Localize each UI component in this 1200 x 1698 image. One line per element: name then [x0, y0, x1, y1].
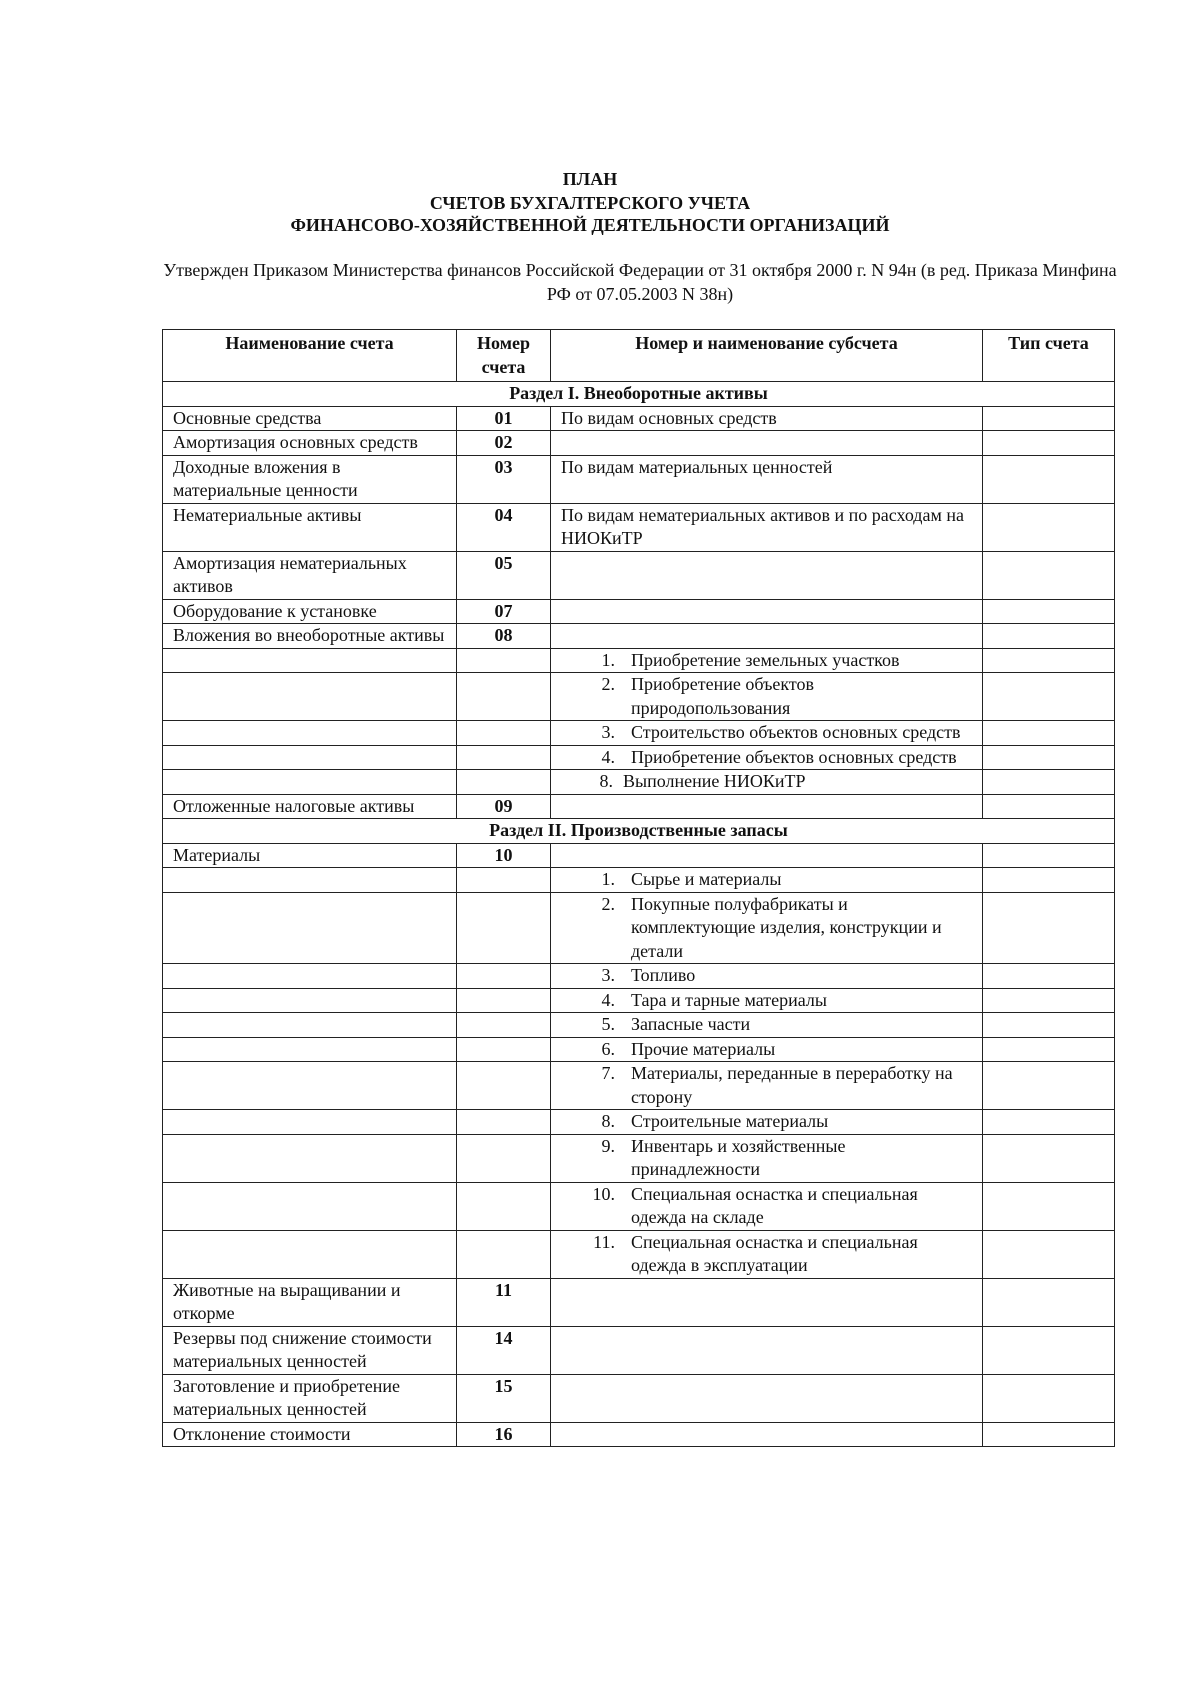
table-row [163, 1422, 1115, 1447]
subaccount-item: 7. Материалы, переданные в переработку на сторону [551, 1062, 983, 1110]
subaccount-row [163, 1062, 1115, 1110]
type-cell [983, 551, 1115, 599]
table-row [163, 551, 1115, 599]
subaccount-item: 4. Приобретение объектов основных средств [551, 745, 983, 770]
subaccount-cell [551, 1422, 983, 1447]
account-name: Материалы [163, 843, 457, 868]
type-cell [983, 843, 1115, 868]
column-header-number: Номер счета [457, 330, 551, 382]
subaccount-cell [551, 794, 983, 819]
subaccount-cell [551, 1374, 983, 1422]
account-number: 01 [457, 406, 551, 431]
section-row [163, 819, 1115, 844]
table-row [163, 406, 1115, 431]
type-cell [983, 455, 1115, 503]
subaccount-cell: По видам основных средств [551, 406, 983, 431]
account-name: Отложенные налоговые активы [163, 794, 457, 819]
table-row [163, 503, 1115, 551]
subaccount-row [163, 1037, 1115, 1062]
account-number: 16 [457, 1422, 551, 1447]
document-title: ПЛАН [562, 169, 618, 189]
subaccount-item: 2. Приобретение объектов природопользования [551, 673, 983, 721]
subaccount-item: 11. Специальная оснастка и специальная одежда в эксплуатации [551, 1230, 983, 1278]
subaccount-row [163, 1110, 1115, 1135]
accounts-table [162, 329, 1115, 1447]
account-number: 15 [457, 1374, 551, 1422]
table-row [163, 455, 1115, 503]
subaccount-cell: По видам материальных ценностей [551, 455, 983, 503]
account-name: Оборудование к установке [163, 599, 457, 624]
subaccount-cell [551, 1326, 983, 1374]
subaccount-row [163, 648, 1115, 673]
account-name: Заготовление и приобретение материальных ценностей [163, 1374, 457, 1422]
table-row [163, 1374, 1115, 1422]
table-header-row [163, 330, 1115, 382]
table-row [163, 1278, 1115, 1326]
subaccount-row [163, 721, 1115, 746]
account-name: Резервы под снижение стоимости материальных ценностей [163, 1326, 457, 1374]
account-number: 11 [457, 1278, 551, 1326]
table-row [163, 843, 1115, 868]
subaccount-row [163, 745, 1115, 770]
account-name: Вложения во внеоборотные активы [163, 624, 457, 649]
type-cell [983, 1422, 1115, 1447]
column-header-subaccount: Номер и наименование субсчета [551, 330, 983, 382]
subaccount-item: 4. Тара и тарные материалы [551, 988, 983, 1013]
subaccount-row [163, 1182, 1115, 1230]
subaccount-row [163, 1230, 1115, 1278]
section-title: Раздел II. Производственные запасы [163, 819, 1115, 844]
account-number: 08 [457, 624, 551, 649]
column-header-type: Тип счета [983, 330, 1115, 382]
account-name: Животные на выращивании и откорме [163, 1278, 457, 1326]
account-number: 07 [457, 599, 551, 624]
subaccount-cell [551, 599, 983, 624]
account-number: 05 [457, 551, 551, 599]
account-name: Отклонение стоимости [163, 1422, 457, 1447]
account-name: Амортизация основных средств [163, 431, 457, 456]
account-number: 09 [457, 794, 551, 819]
table-row [163, 1326, 1115, 1374]
document-subtitle: СЧЕТОВ БУХГАЛТЕРСКОГО УЧЕТА [429, 193, 751, 213]
subaccount-cell [551, 624, 983, 649]
table-row [163, 624, 1115, 649]
subaccount-item: 1. Приобретение земельных участков [551, 648, 983, 673]
type-cell [983, 431, 1115, 456]
subaccount-item: 8. Строительные материалы [551, 1110, 983, 1135]
subaccount-item: 2. Покупные полуфабрикаты и комплектующие изделия, конструкции и детали [551, 892, 983, 964]
subaccount-item: 8. Выполнение НИОКиТР [551, 770, 983, 795]
account-number: 14 [457, 1326, 551, 1374]
subaccount-cell [551, 551, 983, 599]
type-cell [983, 599, 1115, 624]
subaccount-row [163, 673, 1115, 721]
subaccount-row [163, 988, 1115, 1013]
account-name: Амортизация нематериальных активов [163, 551, 457, 599]
type-cell [983, 624, 1115, 649]
account-number: 04 [457, 503, 551, 551]
subaccount-cell [551, 843, 983, 868]
subaccount-cell [551, 1278, 983, 1326]
type-cell [983, 1326, 1115, 1374]
type-cell [983, 1278, 1115, 1326]
section-title: Раздел I. Внеоборотные активы [163, 382, 1115, 407]
section-row [163, 382, 1115, 407]
subaccount-row [163, 1013, 1115, 1038]
type-cell [983, 406, 1115, 431]
approval-note: Утвержден Приказом Министерства финансов Российской Федерации от 31 октября 2000 г. N 94н (в ред. Приказа Минфина РФ от 07.05.2003 N 38н) [163, 260, 1117, 304]
subaccount-item: 3. Строительство объектов основных средств [551, 721, 983, 746]
subaccount-row [163, 892, 1115, 964]
table-row [163, 794, 1115, 819]
subaccount-row [163, 1134, 1115, 1182]
document-subtitle-2: ФИНАНСОВО-ХОЗЯЙСТВЕННОЙ ДЕЯТЕЛЬНОСТИ ОРГАНИЗАЦИЙ [290, 215, 890, 235]
column-header-name: Наименование счета [163, 330, 457, 382]
account-name: Нематериальные активы [163, 503, 457, 551]
subaccount-item: 3. Топливо [551, 964, 983, 989]
subaccount-item: 9. Инвентарь и хозяйственные принадлежности [551, 1134, 983, 1182]
account-number: 02 [457, 431, 551, 456]
account-number: 10 [457, 843, 551, 868]
account-name: Основные средства [163, 406, 457, 431]
account-name: Доходные вложения в материальные ценности [163, 455, 457, 503]
type-cell [983, 794, 1115, 819]
account-number: 03 [457, 455, 551, 503]
subaccount-item: 1. Сырье и материалы [551, 868, 983, 893]
subaccount-cell: По видам нематериальных активов и по расходам на НИОКиТР [551, 503, 983, 551]
table-row [163, 431, 1115, 456]
subaccount-item: 5. Запасные части [551, 1013, 983, 1038]
type-cell [983, 503, 1115, 551]
subaccount-cell [551, 431, 983, 456]
subaccount-row [163, 770, 1115, 795]
subaccount-item: 10. Специальная оснастка и специальная одежда на складе [551, 1182, 983, 1230]
subaccount-row [163, 964, 1115, 989]
subaccount-item: 6. Прочие материалы [551, 1037, 983, 1062]
type-cell [983, 1374, 1115, 1422]
subaccount-row [163, 868, 1115, 893]
table-row [163, 599, 1115, 624]
